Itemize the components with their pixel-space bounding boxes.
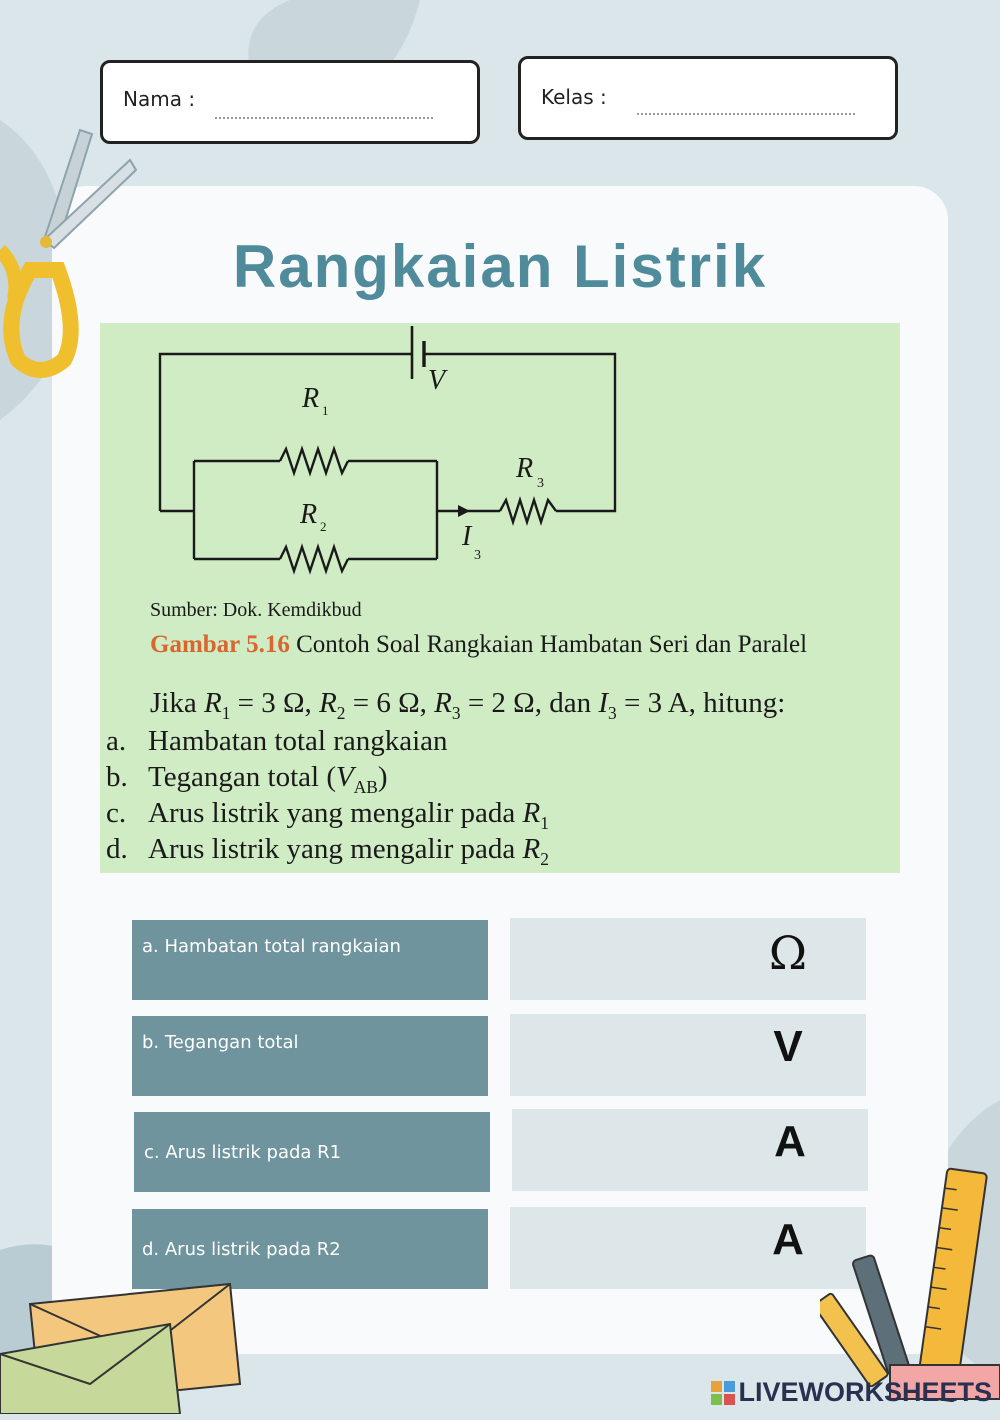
question-box-c: c. Arus listrik pada R1	[134, 1112, 490, 1192]
class-field[interactable]	[637, 113, 855, 115]
figure-number: Gambar 5.16	[150, 631, 290, 658]
label-v: V	[428, 365, 446, 396]
resistor-r2	[280, 547, 348, 571]
question-item-b: b. Tegangan total $(V_{AB})$	[106, 761, 388, 797]
current-arrow	[458, 505, 470, 517]
unit-ampere-c: A	[774, 1117, 806, 1166]
envelope-icon	[0, 1254, 260, 1414]
page-title: Rangkaian Listrik	[232, 233, 768, 300]
name-field[interactable]	[215, 117, 433, 119]
unit-ohm: Ω	[768, 926, 808, 980]
class-box	[518, 56, 898, 140]
answer-box-d	[510, 1207, 866, 1289]
question-item-c: c. Arus listrik yang mengalir pada $R_1$	[106, 797, 549, 833]
label-r1-sub: 1	[322, 403, 329, 418]
label-r3-sub: 3	[537, 476, 544, 491]
label-r2-sub: 2	[320, 519, 327, 534]
label-r3: R	[516, 453, 534, 484]
class-label: Kelas :	[541, 85, 607, 109]
name-label: Nama :	[123, 87, 196, 111]
resistor-r1	[280, 449, 348, 473]
question-item-d: d. Arus listrik yang mengalir pada $R_2$	[106, 833, 549, 869]
logo-icon	[710, 1380, 736, 1406]
answer-input-d[interactable]	[520, 1223, 754, 1273]
circuit-diagram	[100, 323, 900, 593]
label-r1: R	[302, 383, 320, 414]
label-i3: I	[462, 521, 472, 552]
figure-caption-text: Contoh Soal Rangkaian Hambatan Seri dan Paralel	[289, 631, 808, 658]
liveworksheets-logo	[710, 1377, 992, 1408]
figure-caption	[150, 631, 807, 659]
question-box-b: b. Tegangan total	[132, 1016, 488, 1096]
question-item-a: a. Hambatan total rangkaian	[106, 725, 448, 757]
scissors-icon	[0, 120, 140, 380]
answer-box-a	[510, 918, 866, 1000]
answer-box-b	[510, 1014, 866, 1096]
unit-ampere-d: A	[772, 1215, 804, 1264]
wire-top	[160, 354, 412, 511]
figure-source: Sumber: Dok. Kemdikbud	[150, 599, 362, 621]
answer-box-c	[512, 1109, 868, 1191]
answer-input-a[interactable]	[520, 934, 754, 984]
answer-input-b[interactable]	[520, 1030, 754, 1080]
question-intro: Jika $R_1 = 3$ Ω, $R_2 = 6$ Ω, $R_3 = 2$ Ω, dan $I_3 = 3$ A, hitung:	[150, 687, 786, 723]
problem-panel	[100, 323, 900, 873]
unit-volt: V	[773, 1022, 803, 1071]
question-box-a: a. Hambatan total rangkaian	[132, 920, 488, 1000]
logo-text: LIVEWORKSHEETS	[738, 1377, 992, 1407]
question-box-d: d. Arus listrik pada R2	[132, 1209, 488, 1289]
label-r2: R	[300, 499, 318, 530]
label-i3-sub: 3	[474, 548, 481, 563]
answer-input-c[interactable]	[522, 1125, 756, 1175]
question-list	[106, 723, 549, 867]
name-box	[100, 60, 480, 144]
resistor-r3	[500, 500, 556, 522]
wire-right	[424, 354, 615, 511]
